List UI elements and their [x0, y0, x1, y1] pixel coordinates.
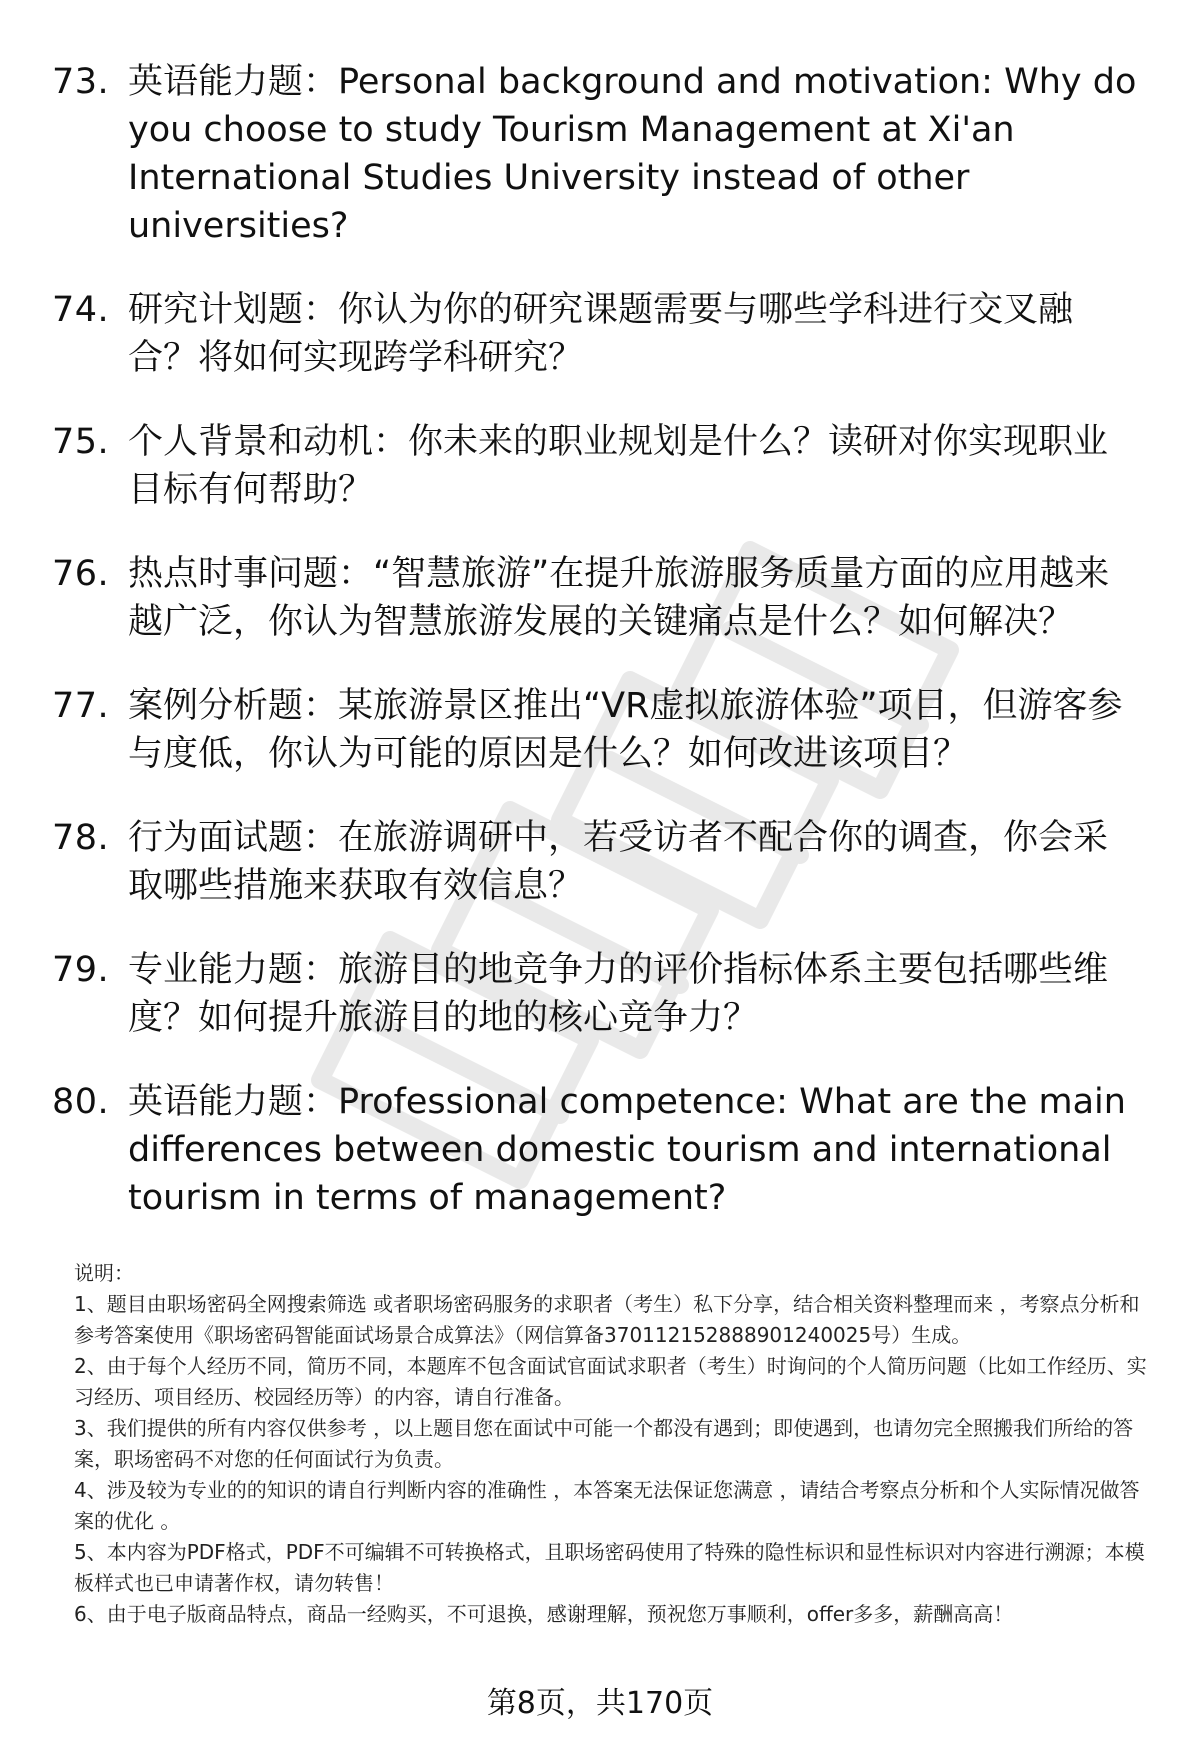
note-item: 1、题目由职场密码全网搜索筛选 或者职场密码服务的求职者（考生）私下分享，结合相关资料整理而来 ，考察点分析和参考答案使用《职场密码智能面试场景合成算法》（网信算备370112152888901240025号）生成。	[74, 1292, 1140, 1347]
question-item	[52, 946, 1142, 1042]
question-item	[52, 550, 1142, 646]
question-item	[52, 286, 1142, 382]
note-item: 6、由于电子版商品特点，商品一经购买，不可退换，感谢理解，预祝您万事顺利，offer多多，薪酬高高！	[74, 1602, 1014, 1626]
notes-title: 说明：	[74, 1261, 134, 1285]
question-item	[52, 58, 1142, 250]
question-number: 80.	[52, 1082, 110, 1122]
question-item	[52, 682, 1142, 778]
question-list	[52, 58, 1142, 1258]
note-item: 3、我们提供的所有内容仅供参考 ，以上题目您在面试中可能一个都没有遇到；即使遇到，也请勿完全照搬我们所给的答案，职场密码不对您的任何面试行为负责。	[74, 1416, 1134, 1471]
note-item: 4、涉及较为专业的的知识的请自行判断内容的准确性 ，本答案无法保证您满意 ，请结合考察点分析和个人实际情况做答案的优化 。	[74, 1478, 1140, 1533]
question-text: 研究计划题：你认为你的研究课题需要与哪些学科进行交叉融合？将如何实现跨学科研究？	[128, 290, 1074, 378]
question-number: 79.	[52, 950, 110, 990]
question-item	[52, 1078, 1142, 1222]
question-number: 78.	[52, 818, 110, 858]
question-text: 英语能力题：Professional competence: What are the main differences between domestic tourism and international tourism in terms of management?	[128, 1082, 1126, 1218]
question-number: 75.	[52, 422, 110, 462]
question-text: 专业能力题：旅游目的地竞争力的评价指标体系主要包括哪些维度？如何提升旅游目的地的核心竞争力？	[128, 950, 1109, 1038]
question-text: 热点时事问题：“智慧旅游”在提升旅游服务质量方面的应用越来越广泛，你认为智慧旅游发展的关键痛点是什么？如何解决？	[128, 554, 1110, 642]
question-item	[52, 814, 1142, 910]
notes-section	[74, 1258, 1154, 1630]
question-text: 个人背景和动机：你未来的职业规划是什么？读研对你实现职业目标有何帮助？	[128, 422, 1109, 510]
question-number: 77.	[52, 686, 110, 726]
note-item: 5、本内容为PDF格式，PDF不可编辑不可转换格式，且职场密码使用了特殊的隐性标识和显性标识对内容进行溯源；本模板样式也已申请著作权，请勿转售！	[74, 1540, 1145, 1595]
question-item	[52, 418, 1142, 514]
question-text: 英语能力题：Personal background and motivation: Why do you choose to study Tourism Management at Xi'an International Studies University instead of other universities?	[128, 62, 1137, 246]
question-text: 案例分析题：某旅游景区推出“VR虚拟旅游体验”项目，但游客参与度低，你认为可能的原因是什么？如何改进该项目？	[128, 686, 1123, 774]
page-number: 第8页，共170页	[486, 1686, 714, 1721]
note-item: 2、由于每个人经历不同，简历不同，本题库不包含面试官面试求职者（考生）时询问的个人简历问题（比如工作经历、实习经历、项目经历、校园经历等）的内容，请自行准备。	[74, 1354, 1147, 1409]
question-number: 73.	[52, 62, 110, 102]
question-number: 74.	[52, 290, 110, 330]
question-text: 行为面试题：在旅游调研中，若受访者不配合你的调查，你会采取哪些措施来获取有效信息？	[128, 818, 1109, 906]
question-number: 76.	[52, 554, 110, 594]
